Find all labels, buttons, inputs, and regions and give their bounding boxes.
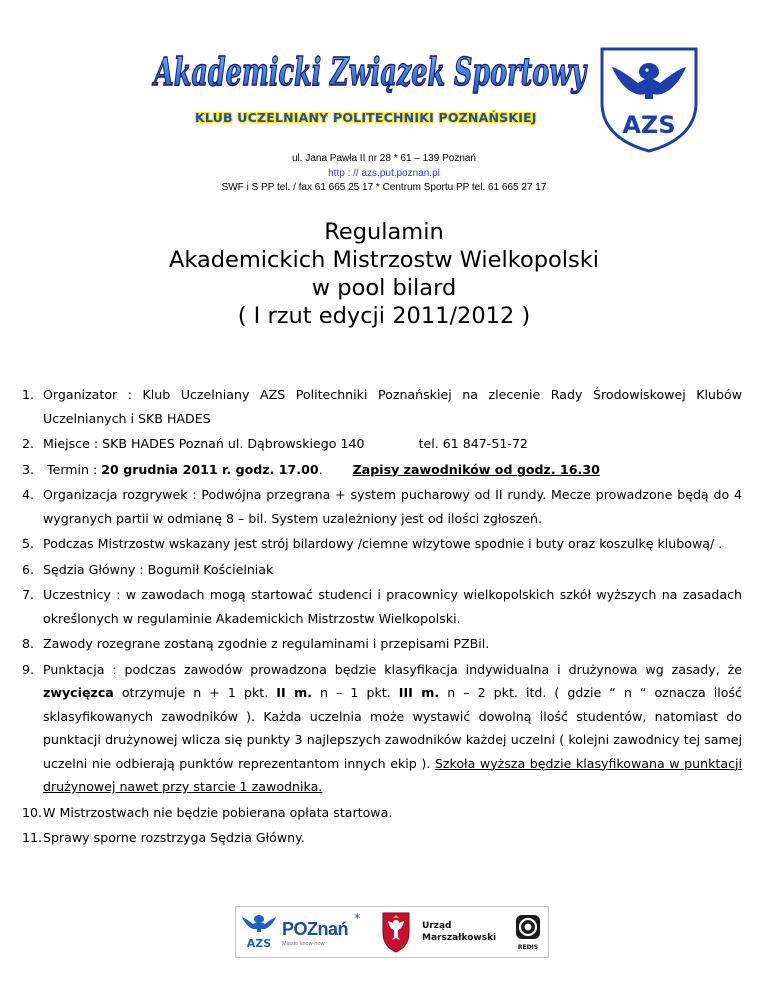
website-link[interactable]: http : // azs.put.poznan.pl [328, 168, 440, 179]
item-text [43, 432, 742, 456]
list-item [22, 458, 742, 482]
venue-text: Miejsce : SKB HADES Poznań ul. Dąbrowskiego 140 [43, 436, 365, 451]
urzad-marszalkowski-label [422, 920, 496, 944]
address-line: ul. Jana Pawła II nr 28 * 61 – 139 Poznań [291, 153, 476, 164]
signup-time: Zapisy zawodników od godz. 16.30 [352, 461, 600, 477]
list-item [22, 658, 742, 799]
scoring-winner: zwycięzca [43, 685, 114, 700]
scoring-text-1: Punktacja : podczas zawodów prowadzona będzie klasyfikacja indywidualna i drużynowa wg zasady, że [43, 661, 742, 677]
item-text [43, 658, 742, 799]
scoring-third: III m. [398, 685, 440, 700]
scoring-text-3: n – 1 pkt. [311, 685, 399, 700]
azs-crest-logo [598, 45, 700, 153]
item-text: W Mistrzostwach nie będzie pobierana opłata startowa. [43, 804, 393, 820]
item-text: Sędzia Główny : Bogumił Kościelniak [43, 561, 274, 577]
scoring-underlined: Szkoła wyższa będzie klasyfikowana w punktacji drużynowej nawet przy starcie 1 zawodnika. [43, 755, 742, 794]
item-number: 4. [22, 487, 35, 502]
title-line-1: Regulamin [324, 219, 444, 245]
azs-wordmark-logo [150, 40, 590, 98]
crest-azs-text: AZS [622, 111, 676, 139]
term-date: 20 grudnia 2011 r. godz. 17.00 [101, 461, 319, 477]
azs-small-text: AZS [246, 937, 272, 950]
item-number: 5. [22, 536, 35, 551]
azs-small-logo [240, 907, 278, 957]
item-number: 11. [22, 830, 43, 845]
item-number: 1. [22, 387, 35, 402]
list-item [22, 432, 742, 456]
azs-wordmark-text: Akademicki Związek Sportowy [151, 49, 588, 94]
item-number: 7. [22, 587, 35, 602]
redis-emblem-icon [512, 907, 544, 957]
phones-line: SWF i S PP tel. / fax 61 665 25 17 * Centrum Sportu PP tel. 61 665 27 17 [221, 182, 547, 193]
urzad-line-1: Urząd [422, 921, 452, 931]
title-line-3: w pool bilard [311, 275, 457, 301]
poznan-logo-text: POZnań [282, 919, 349, 939]
poznan-star-icon: * [354, 912, 361, 927]
item-number: 8. [22, 636, 35, 651]
venue-phone: tel. 61 847-51-72 [418, 436, 528, 451]
scoring-second: II m. [276, 685, 312, 700]
title-line-4: ( I rzut edycji 2011/2012 ) [237, 303, 531, 329]
club-subtitle: KLUB UCZELNIANY POLITECHNIKI POZNAŃSKIEJ [195, 110, 537, 125]
scoring-text-4: n – 2 pkt. itd. ( gdzie “ n “ oznacza ilość sklasyfikowanych zawodników ). Każda uczelnia może wystawić dowolną ilość studentów, natomiast do punktacji drużynowej wlicza się punkty 3 najlepszych zawodników każdej uczelni ( kolejni zawodnicy tej samej uczelni nie odbierają punktów reprezentantom innych ekip ). [43, 685, 742, 771]
item-text: Sprawy sporne rozstrzyga Sędzia Główny. [43, 830, 305, 845]
wielkopolska-coat-of-arms [379, 907, 413, 957]
item-text: Uczestnicy : w zawodach mogą startować studenci i pracownicy wielkopolskich szkół wyższych na zasadach określonych w regulaminie Akademickich Mistrzostw Wielkopolski. [43, 587, 742, 626]
eagle-crest-icon [598, 45, 700, 153]
item-text: Organizacja rozgrywek : Podwójna przegrana + system pucharowy od II rundy. Mecze prowadzone będą do 4 wygranych partii w odmianę 8 – bil. System uzależniony jest od ilości zgłoszeń. [43, 487, 742, 526]
list-item [22, 532, 742, 556]
item-number: 3. [22, 461, 35, 477]
document-title [0, 218, 768, 330]
item-number: 10. [22, 804, 43, 820]
list-item [22, 558, 742, 582]
item-number: 9. [22, 661, 35, 677]
item-text: Zawody rozegrane zostaną zgodnie z regulaminami i przepisami PZBil. [43, 636, 490, 651]
regulations-list [22, 383, 742, 852]
list-item [22, 632, 742, 656]
azs-eagle-small-icon [240, 907, 278, 957]
list-item [22, 801, 742, 825]
term-prefix: Termin : [47, 461, 102, 477]
redis-logo [512, 907, 544, 957]
item-text: Podczas Mistrzostw wskazany jest strój bilardowy /ciemne wizytowe spodnie i buty oraz koszulkę klubową/ . [43, 536, 723, 551]
azs-wordmark-svg [150, 40, 590, 98]
list-item [22, 826, 742, 850]
urzad-line-2: Marszałkowski [422, 933, 497, 943]
list-item [22, 483, 742, 530]
list-item [22, 583, 742, 630]
item-text [43, 458, 742, 482]
list-item [22, 383, 742, 430]
scoring-text-2: otrzymuje n + 1 pkt. [113, 685, 277, 700]
item-number: 6. [22, 561, 35, 577]
item-text: Organizator : Klub Uczelniany AZS Politechniki Poznańskiej na zlecenie Rady Środowiskowej Klubów Uczelnianych i SKB HADES [43, 387, 742, 426]
term-dot: . [318, 461, 323, 477]
sponsor-bar [235, 906, 549, 958]
title-line-2: Akademickich Mistrzostw Wielkopolski [168, 247, 600, 273]
poznan-tagline: Miasto know-how [282, 941, 325, 947]
item-number: 2. [22, 436, 35, 451]
redis-label: REDIS [517, 944, 539, 951]
eagle-shield-icon [379, 907, 413, 957]
